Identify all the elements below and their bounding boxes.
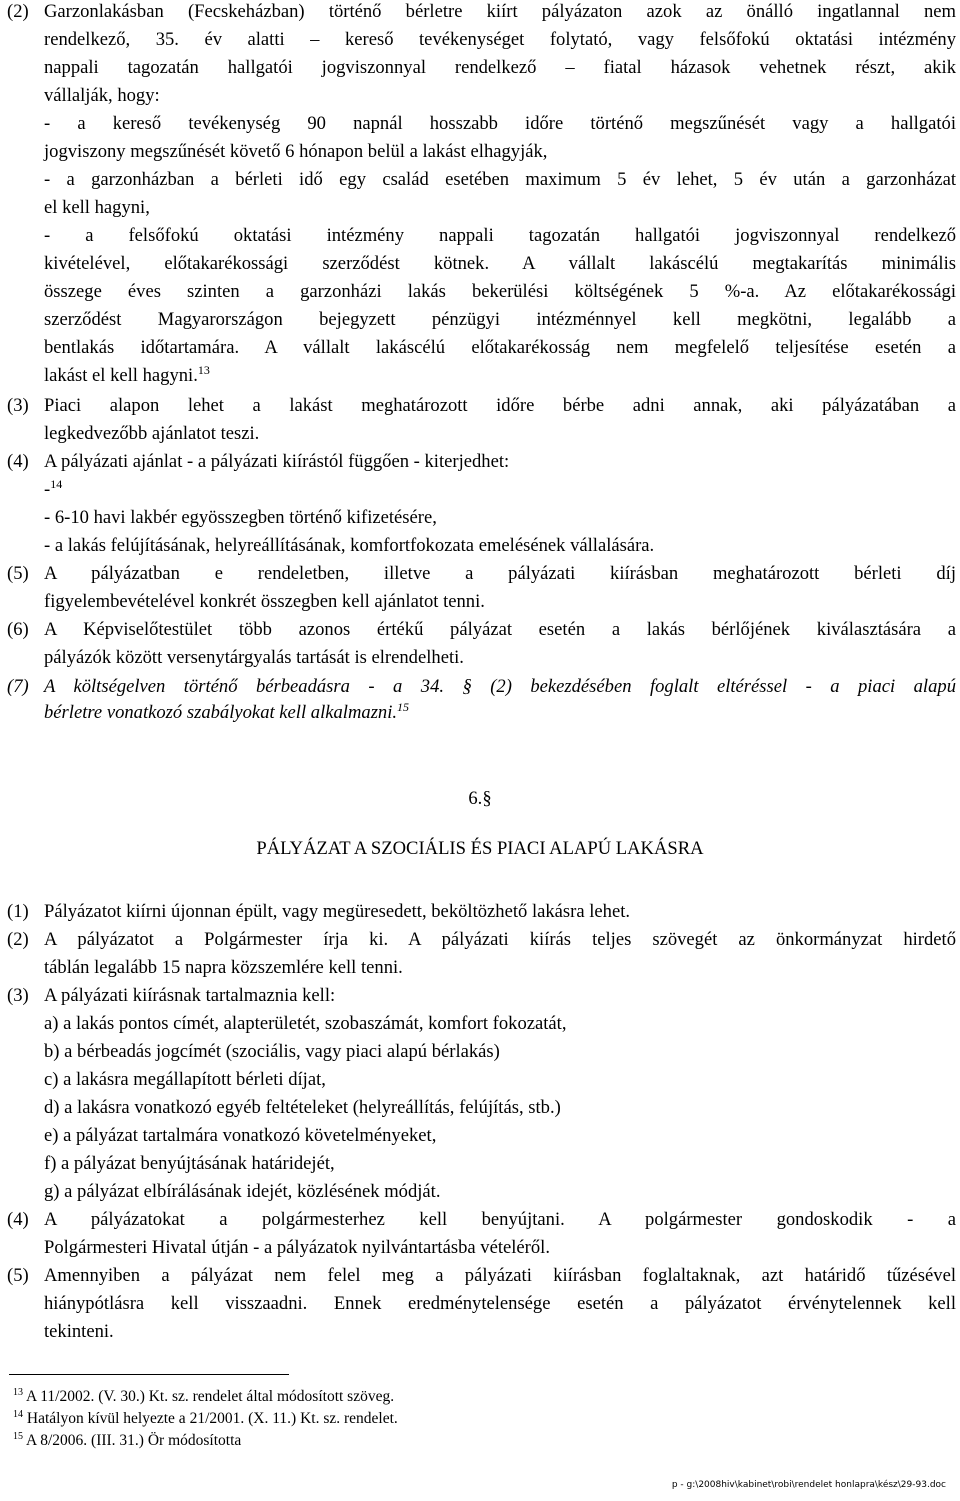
paragraph-label: (2) [7,1,29,22]
text-line: el kell hagyni, [44,197,150,218]
paragraph-label: (4) [7,1209,29,1230]
list-item: b) a bérbeadás jogcímét (szociális, vagy piaci alapú bérlakás) [44,1041,500,1062]
list-item: a) a lakás pontos címét, alapterületét, szobaszámát, komfort fokozatát, [44,1013,567,1034]
text-line: szerződést Magyarországon bejegyzett pénzügyi intézménnyel kell megkötni, legalább a [44,309,956,330]
paragraph-label: (2) [7,929,29,950]
text-line: legkedvezőbb ajánlatot teszi. [44,423,260,444]
text-line: A pályázatokat a polgármesterhez kell benyújtani. A polgármester gondoskodik - a [44,1209,956,1230]
paragraph-label: (3) [7,395,29,416]
list-item: d) a lakásra vonatkozó egyéb feltételeket (helyreállítás, felújítás, stb.) [44,1097,561,1118]
footer-file-path: p - g:\2008hiv\kabinet\robi\rendelet honlapra\kész\29-93.doc [671,1480,946,1490]
footnote-number: 13 [13,1386,23,1398]
footnote-text: A 8/2006. (III. 31.) Ör módosította [23,1432,242,1449]
footnote-ref: 14 [50,476,63,491]
text-line: jogviszony megszűnését követő 6 hónapon belül a lakást elhagyják, [44,141,548,162]
text-line [44,699,410,723]
text-line: - a lakás felújításának, helyreállításának, komfortfokozata emelésének vállalására. [44,535,655,556]
section-number: 6.§ [468,788,492,809]
text-line: tekinteni. [44,1321,114,1342]
text-line [44,476,63,500]
text-line: Amennyiben a pályázat nem felel meg a pályázati kiírásban foglaltaknak, azt határidő tűzésével [44,1265,956,1286]
text-line: figyelembevételével konkrét összegben kell ajánlatot tenni. [44,591,485,612]
footnote-ref: 15 [397,699,410,714]
section-title: PÁLYÁZAT A SZOCIÁLIS ÉS PIACI ALAPÚ LAKÁSRA [256,838,704,859]
footnote-ref: 13 [197,362,210,377]
text-line [44,362,210,386]
text-line: pályázók között versenytárgyalás tartását is elrendelheti. [44,647,464,668]
text-line: Pályázatot kiírni újonnan épült, vagy megüresedett, beköltözhető lakásra lehet. [44,901,631,922]
footnote-number: 15 [13,1430,23,1442]
list-item: g) a pályázat elbírálásának idejét, közlésének módját. [44,1181,441,1202]
paragraph-label: (1) [7,901,29,922]
text-line: - a garzonházban a bérleti idő egy család esetében maximum 5 év lehet, 5 év után a garzonházat [44,169,956,190]
text-line: - 6-10 havi lakbér egyösszegben történő kifizetésére, [44,507,437,528]
paragraph-label: (7) [7,676,29,697]
text-line: összege éves szinten a garzonházi lakás bekerülési költségének 5 %-a. Az előtakarékossági [44,281,956,302]
paragraph-label: (4) [7,451,29,472]
footnote [13,1410,398,1428]
list-item: f) a pályázat benyújtásának határidejét, [44,1153,335,1174]
text-line: A pályázatban e rendeletben, illetve a pályázati kiírásban meghatározott bérleti díj [44,563,956,584]
footnote-number: 14 [13,1408,23,1420]
footnote [13,1388,394,1406]
text-line: nappali tagozatán hallgatói jogviszonnyal rendelkező – fiatal házasok vehetnek részt, akik [44,57,956,78]
paragraph-label: (6) [7,619,29,640]
text-line: táblán legalább 15 napra közszemlére kell tenni. [44,957,403,978]
text-line: A költségelven történő bérbeadásra - a 34. § (2) bekezdésében foglalt eltéréssel - a piaci alapú [44,676,956,697]
text-line-content: lakást el kell hagyni. [44,365,198,386]
paragraph-label: (3) [7,985,29,1006]
paragraph-label: (5) [7,1265,29,1286]
footnote-text: Hatályon kívül helyezte a 21/2001. (X. 11.) Kt. sz. rendelet. [23,1410,398,1427]
text-line: kivételével, előtakarékossági szerződést kötnek. A vállalt lakáscélú megtakarítás minimális [44,253,956,274]
text-line: - a felsőfokú oktatási intézmény nappali tagozatán hallgatói jogviszonnyal rendelkező [44,225,956,246]
text-line: Garzonlakásban (Fecskeházban) történő bérletre kiírt pályázaton azok az önálló ingatlannal nem [44,1,956,22]
footnote [13,1432,241,1450]
footnote-text: A 11/2002. (V. 30.) Kt. sz. rendelet által módosított szöveg. [23,1388,395,1405]
list-item: e) a pályázat tartalmára vonatkozó követelményeket, [44,1125,437,1146]
text-line: rendelkező, 35. év alatti – kereső tevékenységet folytató, vagy felsőfokú oktatási intézmény [44,29,956,50]
text-line: Polgármesteri Hivatal útján - a pályázatok nyilvántartásba vételéről. [44,1237,550,1258]
paragraph-label: (5) [7,563,29,584]
text-line: A Képviselőtestület több azonos értékű pályázat esetén a lakás bérlőjének kiválasztására a [44,619,956,640]
text-line: A pályázatot a Polgármester írja ki. A pályázati kiírás teljes szövegét az önkormányzat hirdető [44,929,956,950]
footnote-separator [9,1374,289,1375]
text-line-content: - [44,479,51,500]
text-line: Piaci alapon lehet a lakást meghatározott időre bérbe adni annak, aki pályázatában a [44,395,956,416]
text-line: hiánypótlásra kell visszaadni. Ennek eredménytelensége esetén a pályázatot érvénytelennek kell [44,1293,956,1314]
text-line: A pályázati ajánlat - a pályázati kiírástól függően - kiterjedhet: [44,451,510,472]
text-line: bentlakás időtartamára. A vállalt lakáscélú előtakarékosság nem megfelelő teljesítése esetén a [44,337,956,358]
text-line: vállalják, hogy: [44,85,160,106]
text-line-content: bérletre vonatkozó szabályokat kell alkalmazni. [44,702,398,723]
list-item: c) a lakásra megállapított bérleti díjat, [44,1069,326,1090]
text-line: - a kereső tevékenység 90 napnál hosszabb időre történő megszűnését vagy a hallgatói [44,113,956,134]
text-line: A pályázati kiírásnak tartalmaznia kell: [44,985,336,1006]
